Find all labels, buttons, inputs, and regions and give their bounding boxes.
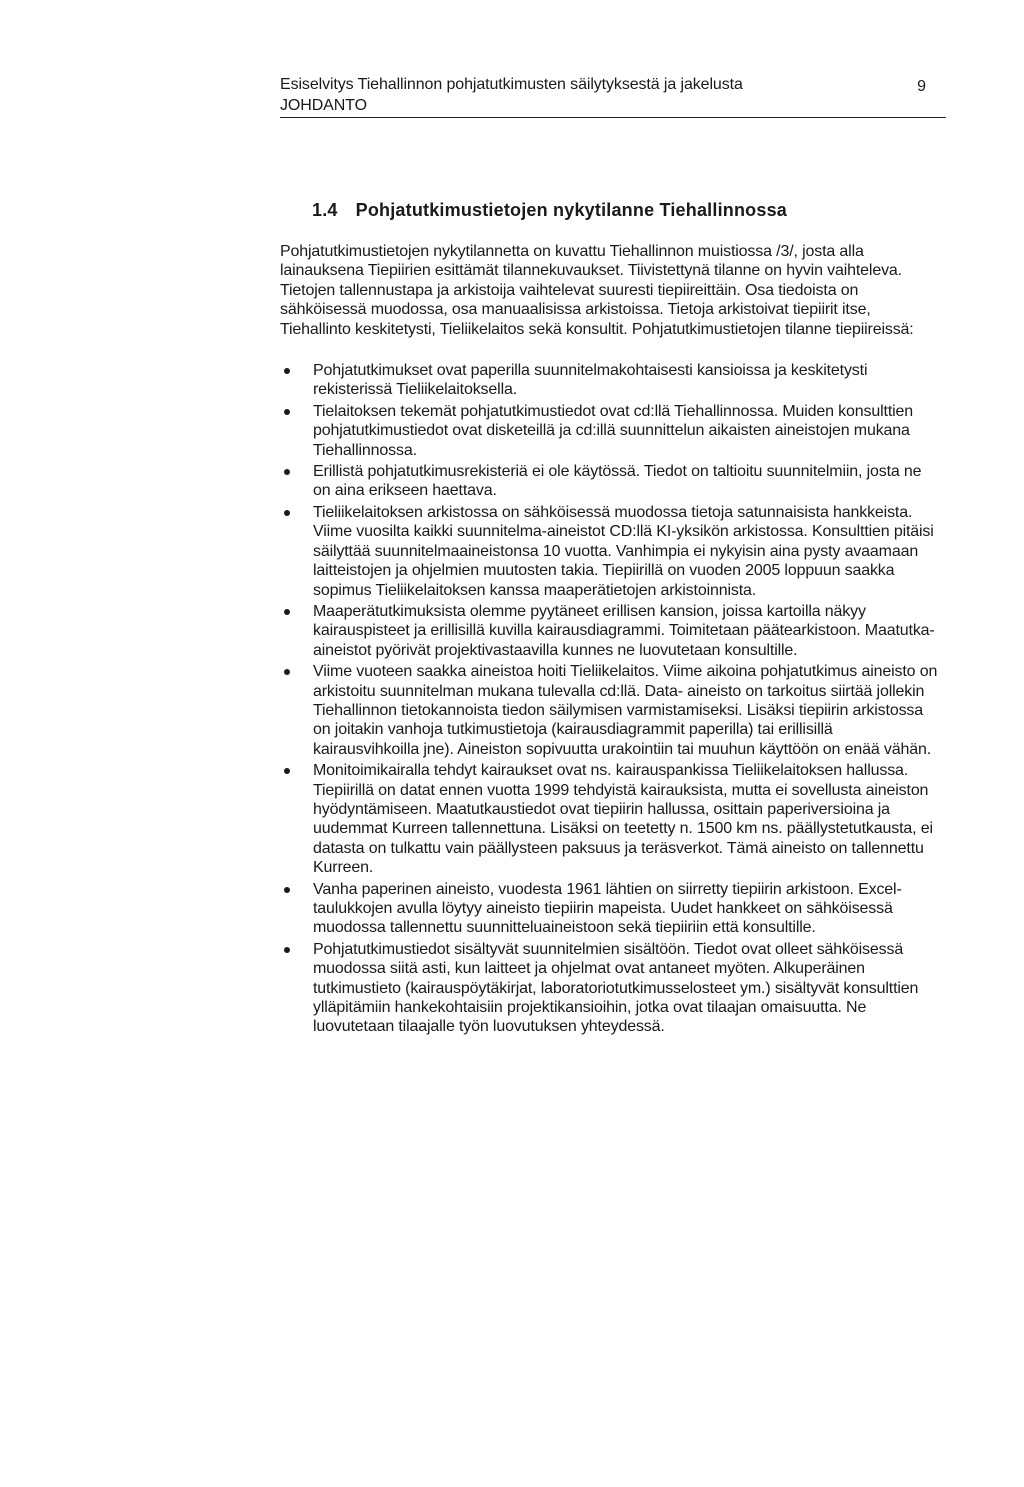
bullet-icon bbox=[284, 887, 290, 893]
section-heading bbox=[312, 198, 946, 222]
header-section: JOHDANTO bbox=[280, 97, 367, 114]
list-item bbox=[280, 602, 943, 660]
bullet-icon bbox=[284, 669, 290, 675]
header-title: Esiselvitys Tiehallinnon pohjatutkimusten säilytyksestä ja jakelusta bbox=[280, 76, 743, 93]
bullet-icon bbox=[284, 947, 290, 953]
list-item bbox=[280, 940, 943, 1037]
list-item-text: Pohjatutkimustiedot sisältyvät suunnitelmien sisältöön. Tiedot ovat olleet sähköisessä muodossa siitä asti, kun laitteet ja ohjelmat ovat antaneet myöten. Alkuperäinen tutkimustieto (kairauspöytäkirjat, laboratoriotutkimusselosteet ym.) sisältyvät konsulttien ylläpitämiin hankekohtaisiin projektikansioihin, jotka ovat tilaajan omaisuutta. Ne luovutetaan tilaajalle työn luovutuksen yhteydessä. bbox=[313, 940, 919, 1036]
intro-paragraph: Pohjatutkimustietojen nykytilannetta on kuvattu Tiehallinnon muistiossa /3/, josta alla lainauksena Tiepiirien esittämät tilannekuvaukset. Tiivistettynä tilanne on hyvin vaihteleva. Tietojen tallennustapa ja arkistoija vaihtelevat suuresti tiepiireittäin. Osa tiedoista on sähköisessä muodossa, osa manuaalisissa arkistoissa. Tietoja arkistoivat tiepiirit itse, Tiehallinto keskitetysti, Tieliikelaitos sekä konsultit. Pohjatutkimustietojen tilanne tiepiireissä: bbox=[280, 243, 914, 338]
list-item bbox=[280, 662, 943, 759]
list-item bbox=[280, 462, 943, 501]
bullet-icon bbox=[284, 409, 290, 415]
list-item-text: Vanha paperinen aineisto, vuodesta 1961 lähtien on siirretty tiepiirin arkistoon. Excel-taulukkojen avulla löytyy aineisto tiepiirin mapeista. Uudet hankkeet on sähköisessä muodossa tallennettu suunnitteluaineistoon sekä tiepiiriin että konsultille. bbox=[313, 880, 902, 937]
bullet-icon bbox=[284, 768, 290, 774]
document-page bbox=[280, 74, 946, 1039]
list-item-text: Tieliikelaitoksen arkistossa on sähköisessä muodossa tietoja satunnaisista hankkeista. Viime vuosilta kaikki suunnitelma-aineistot CD:llä KI-yksikön arkistossa. Konsulttien pitäisi säilyttää suunnitelmaaineistonsa 10 vuotta. Vanhimpia ei nykyisin aina pysty avaamaan laitteistojen ja ohjelmien muutosten takia. Tiepiirillä on vuoden 2005 loppuun saakka sopimus Tieliikelaitoksen kanssa maaperätietojen arkistoinnista. bbox=[313, 503, 934, 599]
list-item bbox=[280, 361, 943, 400]
running-header bbox=[280, 74, 946, 118]
list-item-text: Erillistä pohjatutkimusrekisteriä ei ole käytössä. Tiedot on taltioitu suunnitelmiin, josta ne on aina erikseen haettava. bbox=[313, 463, 922, 500]
list-item-text: Tielaitoksen tekemät pohjatutkimustiedot ovat cd:llä Tiehallinnossa. Muiden konsulttien pohjatutkimustiedot ovat disketeillä ja cd:illä suunnittelun aikaisten aineistojen mukana Tiehallinnossa. bbox=[313, 402, 914, 459]
list-item bbox=[280, 880, 943, 938]
page-number: 9 bbox=[917, 78, 926, 95]
bullet-list bbox=[280, 361, 946, 1037]
list-item bbox=[280, 402, 943, 460]
bullet-icon bbox=[284, 609, 290, 615]
list-item bbox=[280, 761, 943, 877]
section-title: Pohjatutkimustietojen nykytilanne Tiehallinnossa bbox=[355, 200, 787, 220]
list-item-text: Viime vuoteen saakka aineistoa hoiti Tieliikelaitos. Viime aikoina pohjatutkimus aineisto on arkistoitu suunnitelman mukana tulevalla cd:llä. Data- aineisto on tarkoitus siirtää jollekin Tiehallinnon tietokannoista tiedon säilymisen varmistamiseksi. Lisäksi tiepiirin arkistossa on joitakin vanhoja tutkimustietoja (kairausdiagrammit paperilla) tai erillisillä kairausvihkoilla jne). Aineiston sopivuutta urakointiin tai muuhun käyttöön on enää vähän. bbox=[313, 663, 938, 758]
list-item-text: Monitoimikairalla tehdyt kairaukset ovat ns. kairauspankissa Tieliikelaitoksen hallussa. Tiepiirillä on datat ennen vuotta 1999 tehdyistä kairauksista, mutta ei sovellusta aineiston hyödyntämiseen. Maatutkaustiedot ovat tiepiirin hallussa, osittain paperiversioina ja uudemmat Kurreen tallennettuna. Lisäksi on teetetty n. 1500 km ns. päällystetutkausta, ei datasta on tulkattu vain päällysteen paksuus ja teräsverkot. Tämä aineisto on tallennettu Kurreen. bbox=[313, 762, 933, 877]
bullet-icon bbox=[284, 368, 290, 374]
list-item-text: Pohjatutkimukset ovat paperilla suunnitelmakohtaisesti kansioissa ja keskitetysti rekisterissä Tieliikelaitoksella. bbox=[313, 362, 868, 399]
bullet-icon bbox=[284, 510, 290, 516]
bullet-icon bbox=[284, 469, 290, 475]
list-item bbox=[280, 503, 943, 600]
list-item-text: Maaperätutkimuksista olemme pyytäneet erillisen kansion, joissa kartoilla näkyy kairauspisteet ja erillisillä kuvilla kairausdiagrammi. Toimitetaan päätearkistoon. Maatutka-aineistot pyörivät projektivastaavilla kunnes ne luovutetaan konsultille. bbox=[313, 602, 935, 659]
section-number: 1.4 bbox=[312, 200, 338, 220]
